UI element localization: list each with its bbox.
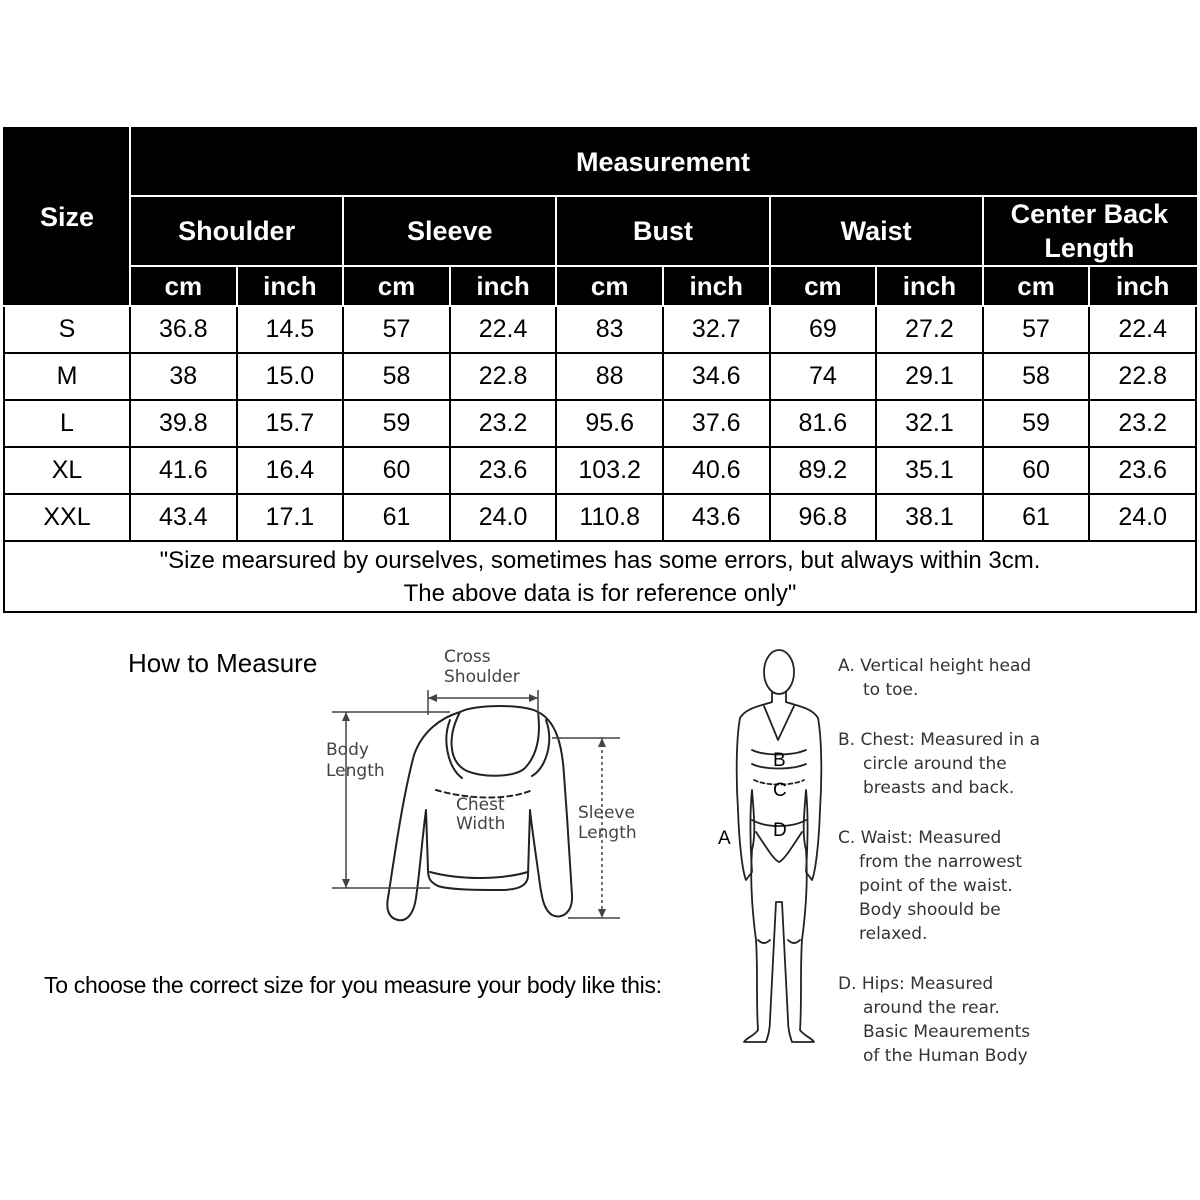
value-cell: 59: [983, 400, 1090, 447]
value-cell: 69: [770, 306, 877, 353]
value-cell: 37.6: [663, 400, 770, 447]
value-cell: 23.6: [450, 447, 557, 494]
cross-shoulder-label: Cross: [444, 647, 491, 667]
legend-line: point of the waist.: [859, 876, 1013, 896]
value-cell: 59: [343, 400, 450, 447]
value-cell: 38.1: [876, 494, 983, 541]
value-cell: 34.6: [663, 353, 770, 400]
value-cell: 23.6: [1089, 447, 1196, 494]
chest-width-label: Width: [456, 814, 506, 834]
value-cell: 57: [343, 306, 450, 353]
value-cell: 32.1: [876, 400, 983, 447]
legend-line: from the narrowest: [859, 852, 1023, 872]
value-cell: 29.1: [876, 353, 983, 400]
sleeve-length-label: Length: [578, 823, 637, 843]
value-cell: 22.8: [450, 353, 557, 400]
instruction-text: To choose the correct size for you measure your body like this:: [44, 972, 662, 998]
value-cell: 15.7: [237, 400, 344, 447]
group-header-shoulder: Shoulder: [130, 196, 343, 266]
legend-item-height: [838, 654, 1031, 702]
size-cell: M: [4, 353, 130, 400]
unit-header: cm: [770, 266, 877, 306]
group-header-center-back-length: Center Back Length: [983, 196, 1196, 266]
size-column-header: Size: [4, 128, 130, 306]
group-header-waist: Waist: [770, 196, 983, 266]
value-cell: 88: [556, 353, 663, 400]
value-cell: 17.1: [237, 494, 344, 541]
note-line: "Size mearsured by ourselves, sometimes has some errors, but always within 3cm.: [159, 547, 1041, 574]
value-cell: 41.6: [130, 447, 237, 494]
size-cell: S: [4, 306, 130, 353]
size-cell: L: [4, 400, 130, 447]
value-cell: 24.0: [450, 494, 557, 541]
value-cell: 32.7: [663, 306, 770, 353]
value-cell: 36.8: [130, 306, 237, 353]
value-cell: 39.8: [130, 400, 237, 447]
value-cell: 58: [983, 353, 1090, 400]
unit-header: inch: [450, 266, 557, 306]
group-header-sleeve: Sleeve: [343, 196, 556, 266]
legend-line: breasts and back.: [863, 778, 1015, 798]
unit-header: cm: [130, 266, 237, 306]
value-cell: 74: [770, 353, 877, 400]
legend-line: Body shoould be: [859, 900, 1001, 920]
head-outline: [764, 650, 794, 694]
legend-item-chest: [838, 728, 1040, 800]
unit-header: cm: [983, 266, 1090, 306]
table-row: [4, 306, 1196, 353]
value-cell: 103.2: [556, 447, 663, 494]
sweater-measurement-diagram: [310, 640, 660, 940]
size-cell: XL: [4, 447, 130, 494]
table-row: [4, 400, 1196, 447]
body-length-label: Body: [326, 740, 369, 760]
chest-marker: B: [773, 750, 786, 771]
table-row: [4, 494, 1196, 541]
table-row: [4, 447, 1196, 494]
value-cell: 57: [983, 306, 1090, 353]
unit-header: inch: [876, 266, 983, 306]
value-cell: 95.6: [556, 400, 663, 447]
legend-line: to toe.: [863, 680, 919, 700]
legend-item-hips: [838, 972, 1030, 1068]
unit-header: cm: [556, 266, 663, 306]
waist-marker: C: [773, 780, 787, 801]
value-cell: 61: [343, 494, 450, 541]
legend-line: circle around the: [863, 754, 1007, 774]
chest-width-label: Chest: [456, 795, 505, 815]
table-row: [4, 353, 1196, 400]
value-cell: 60: [983, 447, 1090, 494]
value-cell: 22.8: [1089, 353, 1196, 400]
legend-line: of the Human Body: [863, 1046, 1028, 1066]
body-figure-diagram: [700, 640, 835, 1060]
sweater-neckline: [452, 712, 539, 776]
value-cell: 61: [983, 494, 1090, 541]
value-cell: 60: [343, 447, 450, 494]
group-header-bust: Bust: [556, 196, 769, 266]
value-cell: 43.6: [663, 494, 770, 541]
value-cell: 14.5: [237, 306, 344, 353]
note-line: The above data is for reference only": [403, 580, 797, 607]
value-cell: 22.4: [1089, 306, 1196, 353]
body-length-label: Length: [326, 761, 385, 781]
value-cell: 83: [556, 306, 663, 353]
legend-line: C. Waist: Measured: [838, 828, 1002, 848]
size-chart-table: [3, 127, 1197, 613]
value-cell: 43.4: [130, 494, 237, 541]
unit-header: inch: [237, 266, 344, 306]
measurement-header: Measurement: [130, 128, 1196, 196]
value-cell: 81.6: [770, 400, 877, 447]
value-cell: 35.1: [876, 447, 983, 494]
legend-line: D. Hips: Measured: [838, 974, 994, 994]
value-cell: 110.8: [556, 494, 663, 541]
value-cell: 58: [343, 353, 450, 400]
value-cell: 38: [130, 353, 237, 400]
value-cell: 15.0: [237, 353, 344, 400]
height-marker: A: [718, 828, 731, 849]
size-cell: XXL: [4, 494, 130, 541]
value-cell: 89.2: [770, 447, 877, 494]
legend-line: relaxed.: [859, 924, 928, 944]
how-to-measure-heading: How to Measure: [128, 648, 318, 678]
legend-line: around the rear.: [863, 998, 1000, 1018]
value-cell: 96.8: [770, 494, 877, 541]
value-cell: 16.4: [237, 447, 344, 494]
unit-header: inch: [663, 266, 770, 306]
value-cell: 27.2: [876, 306, 983, 353]
legend-item-waist: [838, 826, 1022, 946]
hips-marker: D: [773, 820, 787, 841]
value-cell: 40.6: [663, 447, 770, 494]
value-cell: 22.4: [450, 306, 557, 353]
value-cell: 23.2: [1089, 400, 1196, 447]
unit-header: inch: [1089, 266, 1196, 306]
cross-shoulder-label: Shoulder: [444, 667, 520, 687]
legend-line: B. Chest: Measured in a: [838, 730, 1040, 750]
unit-header: cm: [343, 266, 450, 306]
legend-line: A. Vertical height head: [838, 656, 1032, 676]
table-note: [4, 541, 1196, 612]
sleeve-length-label: Sleeve: [578, 803, 635, 823]
value-cell: 24.0: [1089, 494, 1196, 541]
legend-line: Basic Meaurements: [863, 1022, 1031, 1042]
value-cell: 23.2: [450, 400, 557, 447]
